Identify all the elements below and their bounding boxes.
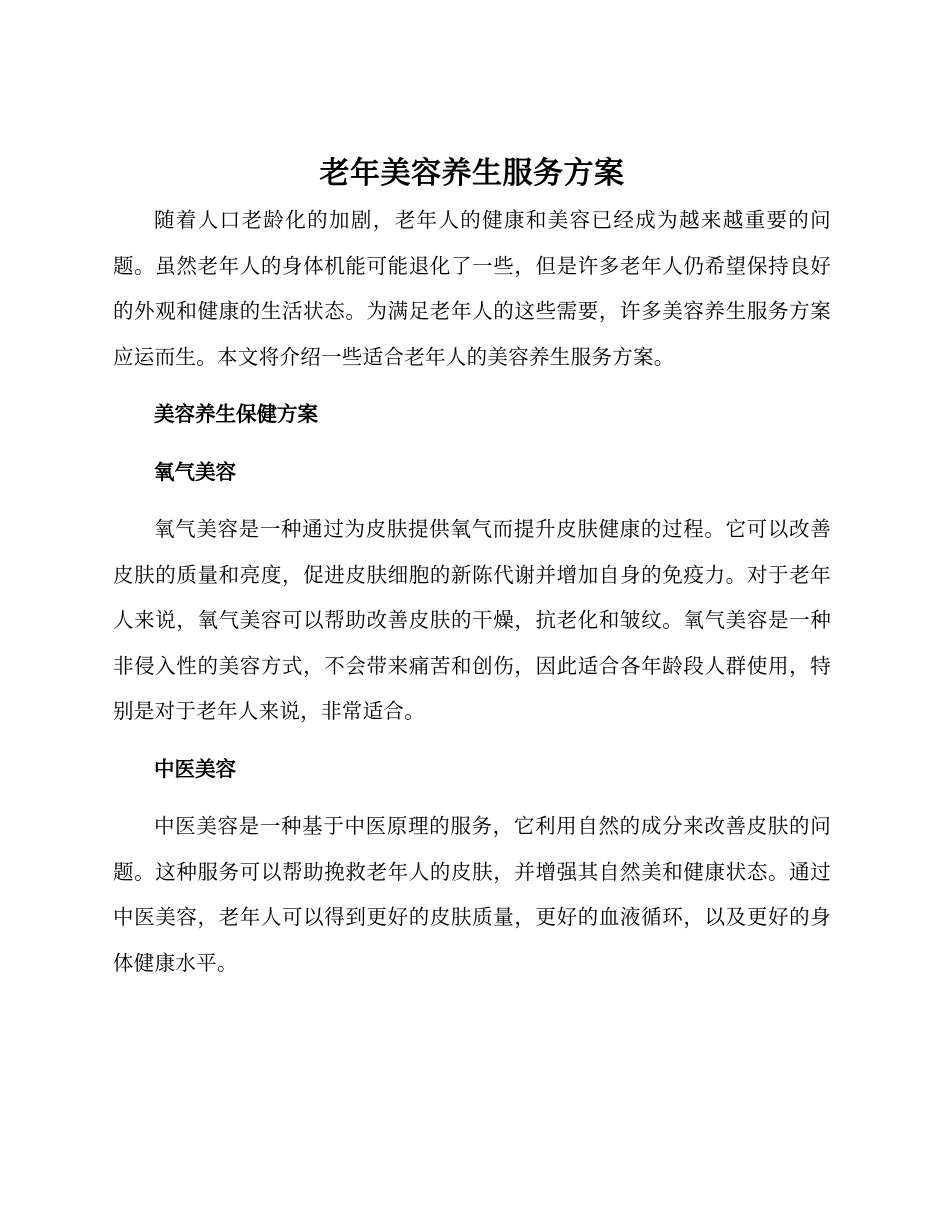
document-page (113, 150, 831, 986)
section-heading: 美容养生保健方案 (154, 402, 318, 426)
tcm-heading: 中医美容 (154, 756, 236, 781)
spacer (113, 495, 831, 507)
intro-paragraph: 随着人口老龄化的加剧，老年人的健康和美容已经成为越来越重要的问题。虽然老年人的身体机能可能退化了一些，但是许多老年人仍希望保持良好的外观和健康的生活状态。为满足老年人的这些需要，许多美容养生服务方案应运而生。本文将介绍一些适合老年人的美容养生服务方案。 (113, 208, 831, 369)
spacer (113, 380, 831, 392)
tcm-paragraph: 中医美容是一种基于中医原理的服务，它利用自然的成分来改善皮肤的问题。这种服务可以帮助挽救老年人的皮肤，并增强其自然美和健康状态。通过中医美容，老年人可以得到更好的皮肤质量，更好的血液循环，以及更好的身体健康水平。 (113, 814, 831, 975)
oxygen-heading: 氧气美容 (154, 459, 236, 484)
spacer (113, 438, 831, 450)
oxygen-paragraph: 氧气美容是一种通过为皮肤提供氧气而提升皮肤健康的过程。它可以改善皮肤的质量和亮度，促进皮肤细胞的新陈代谢并增加自身的免疫力。对于老年人来说，氧气美容可以帮助改善皮肤的干燥，抗老化和皱纹。氧气美容是一种非侵入性的美容方式，不会带来痛苦和创伤，因此适合各年龄段人群使用，特别是对于老年人来说，非常适合。 (113, 517, 831, 723)
page-title: 老年美容养生服务方案 (319, 156, 625, 191)
spacer (113, 735, 831, 747)
spacer (113, 792, 831, 804)
